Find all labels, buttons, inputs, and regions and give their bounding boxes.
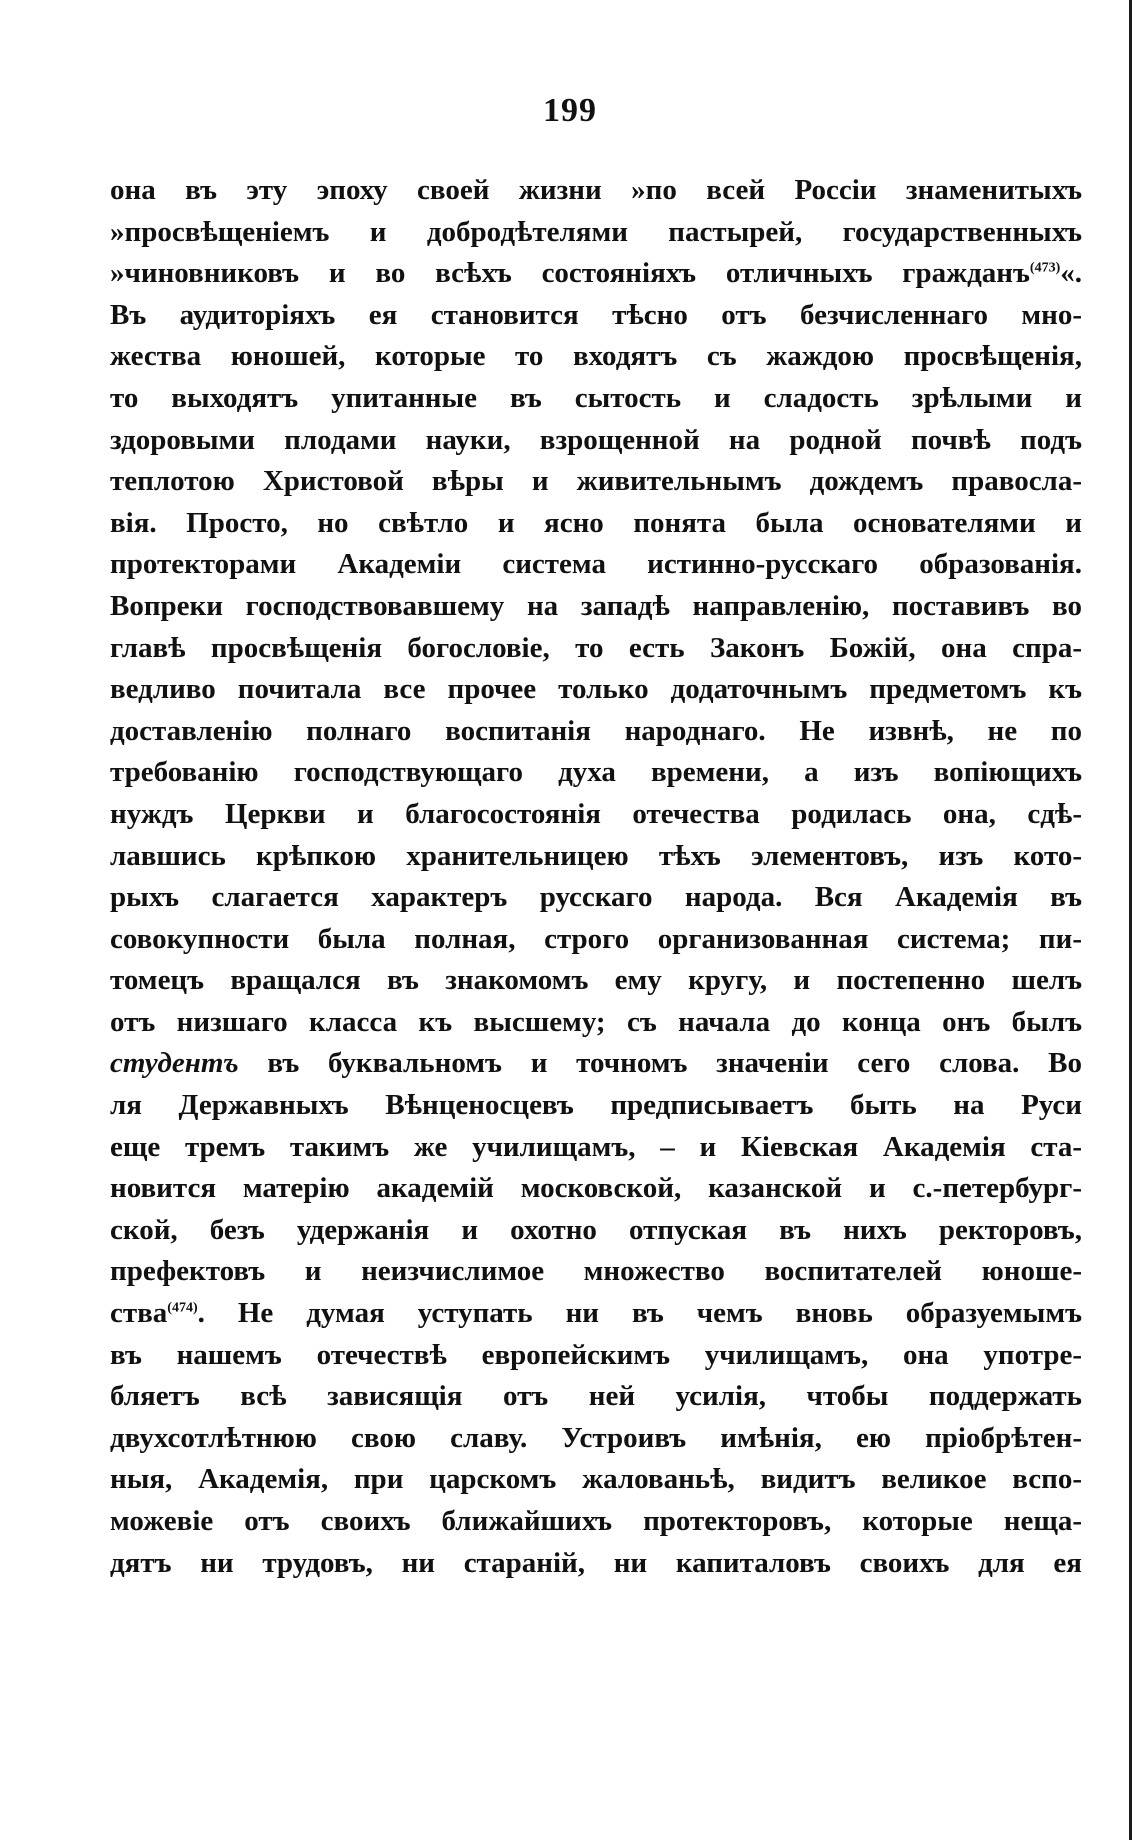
text-line xyxy=(110,1376,1082,1418)
text-segment: доставленію полнаго воспитанія народнаго. Не извнѣ, не по xyxy=(110,714,1082,747)
text-segment: »чиновниковъ и во всѣхъ состояніяхъ отличныхъ гражданъ xyxy=(110,257,1030,290)
text-line xyxy=(110,711,1082,753)
text-segment: можевіе отъ своихъ ближайшихъ протекторовъ, которые нещa- xyxy=(110,1505,1082,1537)
text-segment: здоровыми плодами науки, взрощенной на родной почвѣ подъ xyxy=(110,423,1082,456)
text-segment: рыхъ слагается характеръ русскаго народа. Вся Академія въ xyxy=(110,881,1082,914)
text-line xyxy=(110,669,1082,711)
text-segment: совокупности была полная, строго организованная система; пи- xyxy=(110,922,1082,955)
text-segment: жества юношей, которые то входятъ съ жаждою просвѣщенія, xyxy=(110,340,1082,373)
text-segment: »просвѣщеніемъ и добродѣтелями пастырей, государственныхъ xyxy=(110,215,1082,248)
footnote-reference: (473) xyxy=(1029,260,1061,276)
text-segment: въ нашемъ отечествѣ европейскимъ училищамъ, она употре- xyxy=(110,1338,1082,1371)
text-line xyxy=(110,1002,1082,1044)
text-segment: Въ аудиторіяхъ ея становится тѣсно отъ безчисленнаго мно- xyxy=(110,298,1082,331)
text-segment: лавшись крѣпкою хранительницею тѣхъ элементовъ, изъ кото- xyxy=(110,839,1082,872)
text-line xyxy=(110,1459,1082,1501)
text-line xyxy=(110,1085,1082,1127)
text-line xyxy=(110,503,1082,545)
text-line xyxy=(110,544,1082,586)
text-segment: ныя, Академія, при царскомъ жалованьѣ, видитъ великое вспо- xyxy=(110,1463,1082,1496)
text-line xyxy=(110,1335,1082,1377)
text-segment: вія. Просто, но свѣтло и ясно понята была основателями и xyxy=(110,506,1082,539)
text-segment: то выходятъ упитанные въ сытость и сладость зрѣлыми и xyxy=(110,381,1082,414)
text-line xyxy=(110,336,1082,378)
text-line xyxy=(110,1127,1082,1169)
text-segment: Вопреки господствовавшему на западѣ направленію, поставивъ во xyxy=(110,589,1082,622)
footnote-reference: (474) xyxy=(167,1300,198,1316)
text-line xyxy=(110,1251,1082,1293)
text-line xyxy=(110,960,1082,1002)
text-line xyxy=(110,877,1082,919)
text-line xyxy=(110,1501,1082,1543)
text-segment: ской, безъ удержанія и охотно отпуская въ нихъ ректоровъ, xyxy=(110,1213,1082,1246)
text-segment: ства xyxy=(110,1297,168,1330)
text-line xyxy=(110,378,1082,420)
text-line xyxy=(110,253,1082,295)
text-segment: теплотою Христовой вѣры и живительнымъ дождемъ правосла- xyxy=(110,465,1082,498)
text-line xyxy=(110,1418,1082,1460)
text-segment: еще тремъ такимъ же училищамъ, – и Кіевская Академія ста- xyxy=(110,1130,1082,1163)
italic-text: студентъ xyxy=(110,1047,239,1080)
text-segment: главѣ просвѣщенія богословіе, то есть Законъ Божій, она спра- xyxy=(110,631,1082,664)
text-line xyxy=(110,919,1082,961)
text-segment: новится матерію академій московской, казанской и с.-петербург- xyxy=(110,1172,1082,1205)
text-line xyxy=(110,836,1082,878)
text-segment: отъ низшаго класса къ высшему; съ начала до конца онъ былъ xyxy=(110,1005,1082,1038)
text-line xyxy=(110,586,1082,628)
text-line xyxy=(110,752,1082,794)
text-segment: префектовъ и неизчислимое множество воспитателей юноше- xyxy=(110,1255,1082,1288)
text-line xyxy=(110,461,1082,503)
text-line xyxy=(110,295,1082,337)
text-segment: она въ эту эпоху своей жизни »по всей Россіи знаменитыхъ xyxy=(110,174,1082,206)
text-line xyxy=(110,1543,1082,1585)
page-number: 199 xyxy=(543,92,597,129)
text-line xyxy=(110,1293,1082,1335)
body-text xyxy=(110,170,1082,1584)
text-line xyxy=(110,1210,1082,1252)
text-line xyxy=(110,212,1082,254)
text-segment: ля Державныхъ Вѣнценосцевъ предписываетъ быть на Руси xyxy=(110,1089,1082,1122)
text-segment: бляетъ всѣ зависящія отъ ней усилія, чтобы поддержать xyxy=(110,1380,1082,1413)
page-edge-line xyxy=(1129,0,1132,1840)
text-segment: . Не думая уступать ни въ чемъ вновь образуемымъ xyxy=(197,1297,1082,1330)
text-segment: требованію господствующаго духа времени, а изъ вопіющихъ xyxy=(110,756,1082,789)
text-segment: дятъ ни трудовъ, ни стараній, ни капиталовъ своихъ для ея xyxy=(110,1546,1082,1579)
text-segment: въ буквальномъ и точномъ значеніи сего слова. Во xyxy=(238,1047,1082,1080)
text-segment: томецъ вращался въ знакомомъ ему кругу, и постепенно шелъ xyxy=(110,964,1082,997)
text-line xyxy=(110,628,1082,670)
text-segment: протекторами Академіи система истинно-русскаго образованія. xyxy=(110,548,1082,581)
text-line xyxy=(110,794,1082,836)
text-segment: ведливо почитала все прочее только додаточнымъ предметомъ къ xyxy=(110,673,1082,706)
text-line xyxy=(110,1168,1082,1210)
text-line xyxy=(110,420,1082,462)
text-line xyxy=(110,1043,1082,1085)
text-segment: «. xyxy=(1060,257,1082,290)
text-segment: нуждъ Церкви и благосостоянія отечества родилась она, сдѣ- xyxy=(110,797,1082,830)
text-line xyxy=(110,170,1082,212)
text-segment: двухсотлѣтнюю свою славу. Устроивъ имѣнія, ею пріобрѣтен- xyxy=(110,1421,1082,1454)
